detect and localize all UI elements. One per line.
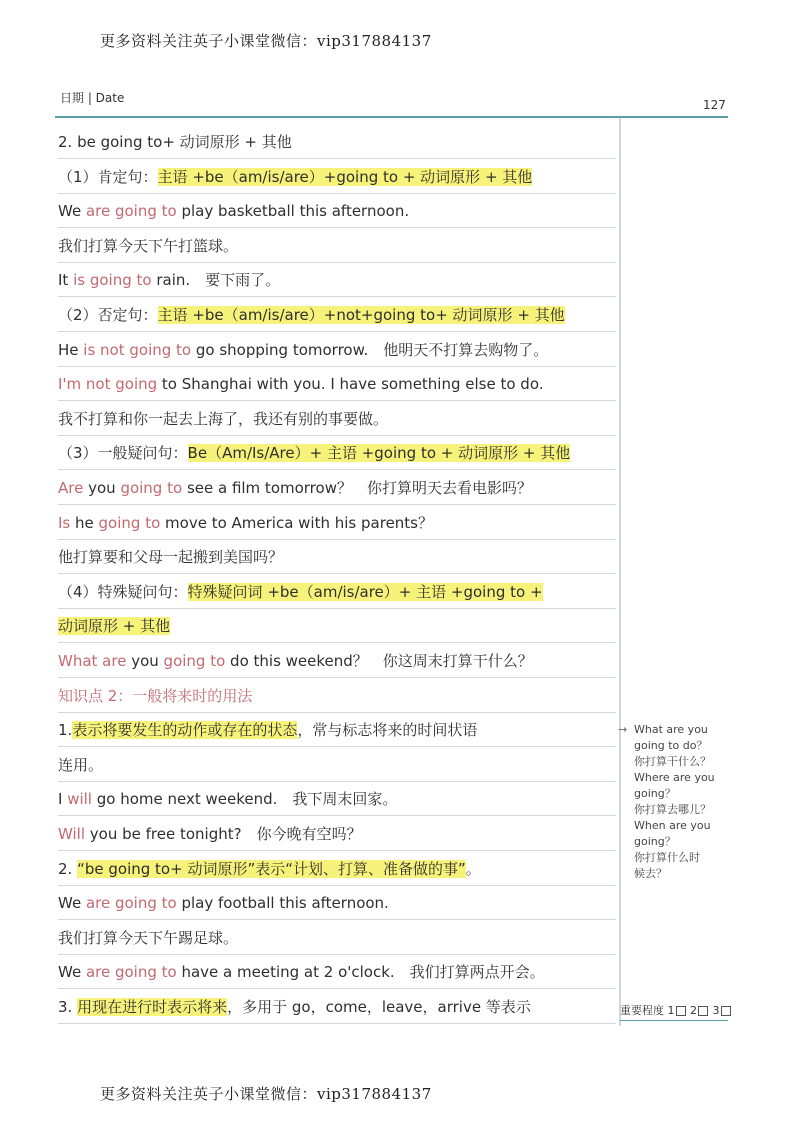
ruled-line (58, 296, 616, 297)
checkbox-icon (721, 1006, 731, 1016)
watermark-top: 更多资料关注英子小课堂微信：vip317884137 (100, 32, 432, 50)
note-line (58, 266, 616, 294)
note-line (58, 647, 616, 675)
note-text: 我们打算今天下午打篮球。 (58, 236, 239, 255)
side-note-line: going？ (634, 835, 676, 848)
key-phrase: will (67, 790, 92, 809)
side-note-line: 你打算什么时 (634, 851, 700, 864)
key-phrase: are going to (85, 894, 177, 913)
note-line (58, 855, 616, 883)
note-line (58, 578, 616, 606)
importance-rating (620, 1002, 732, 1018)
note-line (58, 474, 616, 502)
note-text: We (58, 963, 86, 982)
highlighted-text: “be going to+ 动词原形”表示“计划、打算、准备做的事” (77, 859, 466, 878)
note-line (58, 128, 616, 156)
note-line (58, 439, 616, 467)
note-text: （3）一般疑问句： (58, 444, 188, 463)
note-text: （2）否定句： (58, 306, 158, 324)
note-text: you (126, 652, 164, 670)
importance-option: 1 (667, 1004, 675, 1017)
note-text: go home next weekend. 我下周末回家。 (91, 790, 398, 809)
note-line (58, 543, 616, 571)
note-line (58, 301, 616, 329)
note-text: 3. (58, 998, 78, 1016)
note-line (58, 751, 616, 779)
note-text: see a film tomorrow？ 你打算明天去看电影吗？ (182, 479, 532, 497)
ruled-line (58, 608, 616, 609)
checkbox-icon (676, 1006, 686, 1016)
note-line (58, 612, 616, 640)
highlighted-text: 用现在进行时表示将来 (77, 998, 228, 1016)
ruled-line (58, 850, 616, 851)
side-note-line: 你打算去哪儿？ (634, 803, 711, 816)
note-line (58, 924, 616, 952)
importance-option: 2 (690, 1004, 697, 1017)
ruled-line (58, 331, 616, 332)
page-number: 127 (703, 98, 726, 112)
ruled-line (58, 954, 616, 955)
note-line (58, 889, 616, 917)
highlighted-text: 主语 +be（am/is/are）+not+going to+ 动词原形 + 其他 (157, 306, 565, 324)
ruled-line (58, 919, 616, 920)
note-text: you (83, 479, 121, 497)
ruled-line (58, 1023, 616, 1024)
note-text: do this weekend？ 你这周末打算干什么？ (225, 652, 533, 670)
note-text: go shopping tomorrow. 他明天不打算去购物了。 (191, 340, 549, 359)
note-line (58, 993, 616, 1021)
note-line (58, 509, 616, 537)
note-text: 我不打算和你一起去上海了，我还有别的事要做。 (58, 409, 389, 428)
ruled-line (58, 435, 616, 436)
note-text: 。 (465, 859, 481, 878)
key-phrase: going to (120, 479, 183, 497)
note-line (58, 232, 616, 260)
side-note (618, 722, 728, 882)
highlighted-text: 主语 +be（am/is/are）+going to + 动词原形 + 其他 (157, 167, 533, 186)
ruled-line (58, 642, 616, 643)
ruled-line (58, 193, 616, 194)
note-text: 2. be going to+ 动词原形 + 其他 (58, 133, 292, 151)
key-phrase: is not going to (83, 340, 192, 359)
note-text: 连用。 (58, 755, 104, 774)
note-text: ，常与标志将来的时间状语 (297, 721, 478, 740)
side-note-line: going to do？ (634, 739, 708, 752)
note-text: 1. (58, 721, 73, 740)
side-note-line: going？ (634, 787, 676, 800)
note-text: rain. 要下雨了。 (151, 271, 281, 290)
note-text: I (58, 790, 68, 809)
arrow-icon: → (618, 723, 628, 736)
note-text: play basketball this afternoon. (176, 202, 410, 221)
note-text: 他打算要和父母一起搬到美国吗？ (58, 548, 284, 567)
checkbox-icon (698, 1006, 708, 1016)
key-phrase: going to (98, 513, 161, 532)
side-note-line: When are you (634, 819, 711, 832)
side-note-line: 你打算干什么？ (634, 755, 711, 768)
note-text: He (58, 340, 84, 359)
side-note-line: What are you (634, 723, 708, 736)
ruled-line (58, 677, 616, 678)
side-note-line: Where are you (634, 771, 715, 784)
ruled-line (58, 158, 616, 159)
note-line (58, 785, 616, 813)
note-line (58, 405, 616, 433)
key-phrase: Are (58, 479, 84, 497)
note-text: move to America with his parents？ (160, 513, 433, 532)
ruled-line (58, 815, 616, 816)
key-phrase: What are (58, 652, 127, 670)
note-line (58, 820, 616, 848)
note-text: you be free tonight? 你今晚有空吗？ (85, 825, 362, 843)
date-label: 日期 | Date (60, 91, 125, 105)
ruled-line (58, 504, 616, 505)
note-text: We (58, 894, 86, 913)
importance-rule (620, 1020, 728, 1021)
key-phrase: Will (58, 825, 86, 843)
watermark-bottom: 更多资料关注英子小课堂微信：vip317884137 (100, 1085, 432, 1103)
ruled-line (58, 573, 616, 574)
note-text: 我们打算今天下午踢足球。 (58, 928, 239, 947)
key-phrase: is going to (73, 271, 152, 290)
highlighted-text: 特殊疑问词 +be（am/is/are）+ 主语 +going to + (187, 582, 543, 601)
ruled-line (58, 781, 616, 782)
ruled-line (58, 400, 616, 401)
ruled-line (58, 262, 616, 263)
key-phrase: going to (163, 652, 226, 670)
note-text: We (58, 202, 86, 221)
highlighted-text: 表示将要发生的动作或存在的状态 (72, 721, 298, 740)
key-phrase: Is (58, 513, 71, 532)
highlighted-text: 动词原形 + 其他 (58, 617, 171, 636)
note-line (58, 958, 616, 986)
side-note-line: 候去？ (634, 867, 667, 880)
note-line (58, 336, 616, 364)
note-line (58, 682, 616, 710)
importance-option: 3 (712, 1004, 720, 1017)
note-text: he (70, 513, 99, 532)
note-text: ，多用于 go，come，leave，arrive 等表示 (227, 998, 531, 1016)
note-text: It (58, 271, 74, 290)
ruled-line (58, 712, 616, 713)
note-text: play football this afternoon. (176, 894, 389, 913)
note-line (58, 197, 616, 225)
section-heading: 知识点 2：一般将来时的用法 (58, 686, 253, 705)
ruled-line (58, 227, 616, 228)
margin-line (619, 118, 621, 1026)
key-phrase: are going to (85, 202, 177, 221)
ruled-line (58, 988, 616, 989)
ruled-line (58, 366, 616, 367)
note-text: （1）肯定句： (58, 167, 158, 186)
key-phrase: are going to (85, 963, 177, 982)
highlighted-text: Be（Am/Is/Are）+ 主语 +going to + 动词原形 + 其他 (187, 444, 571, 463)
ruled-line (58, 746, 616, 747)
note-text: （4）特殊疑问句： (58, 582, 188, 601)
ruled-line (58, 885, 616, 886)
note-text: have a meeting at 2 o'clock. 我们打算两点开会。 (176, 963, 545, 982)
note-line (58, 163, 616, 191)
ruled-line (58, 539, 616, 540)
note-text: to Shanghai with you. I have something else to do. (157, 375, 544, 394)
ruled-line (58, 469, 616, 470)
header-rule (55, 116, 728, 118)
note-line (58, 370, 616, 398)
importance-label: 重要程度 (620, 1004, 664, 1017)
note-text: 2. (58, 859, 78, 878)
note-line (58, 716, 616, 744)
key-phrase: I'm not going (58, 375, 158, 394)
